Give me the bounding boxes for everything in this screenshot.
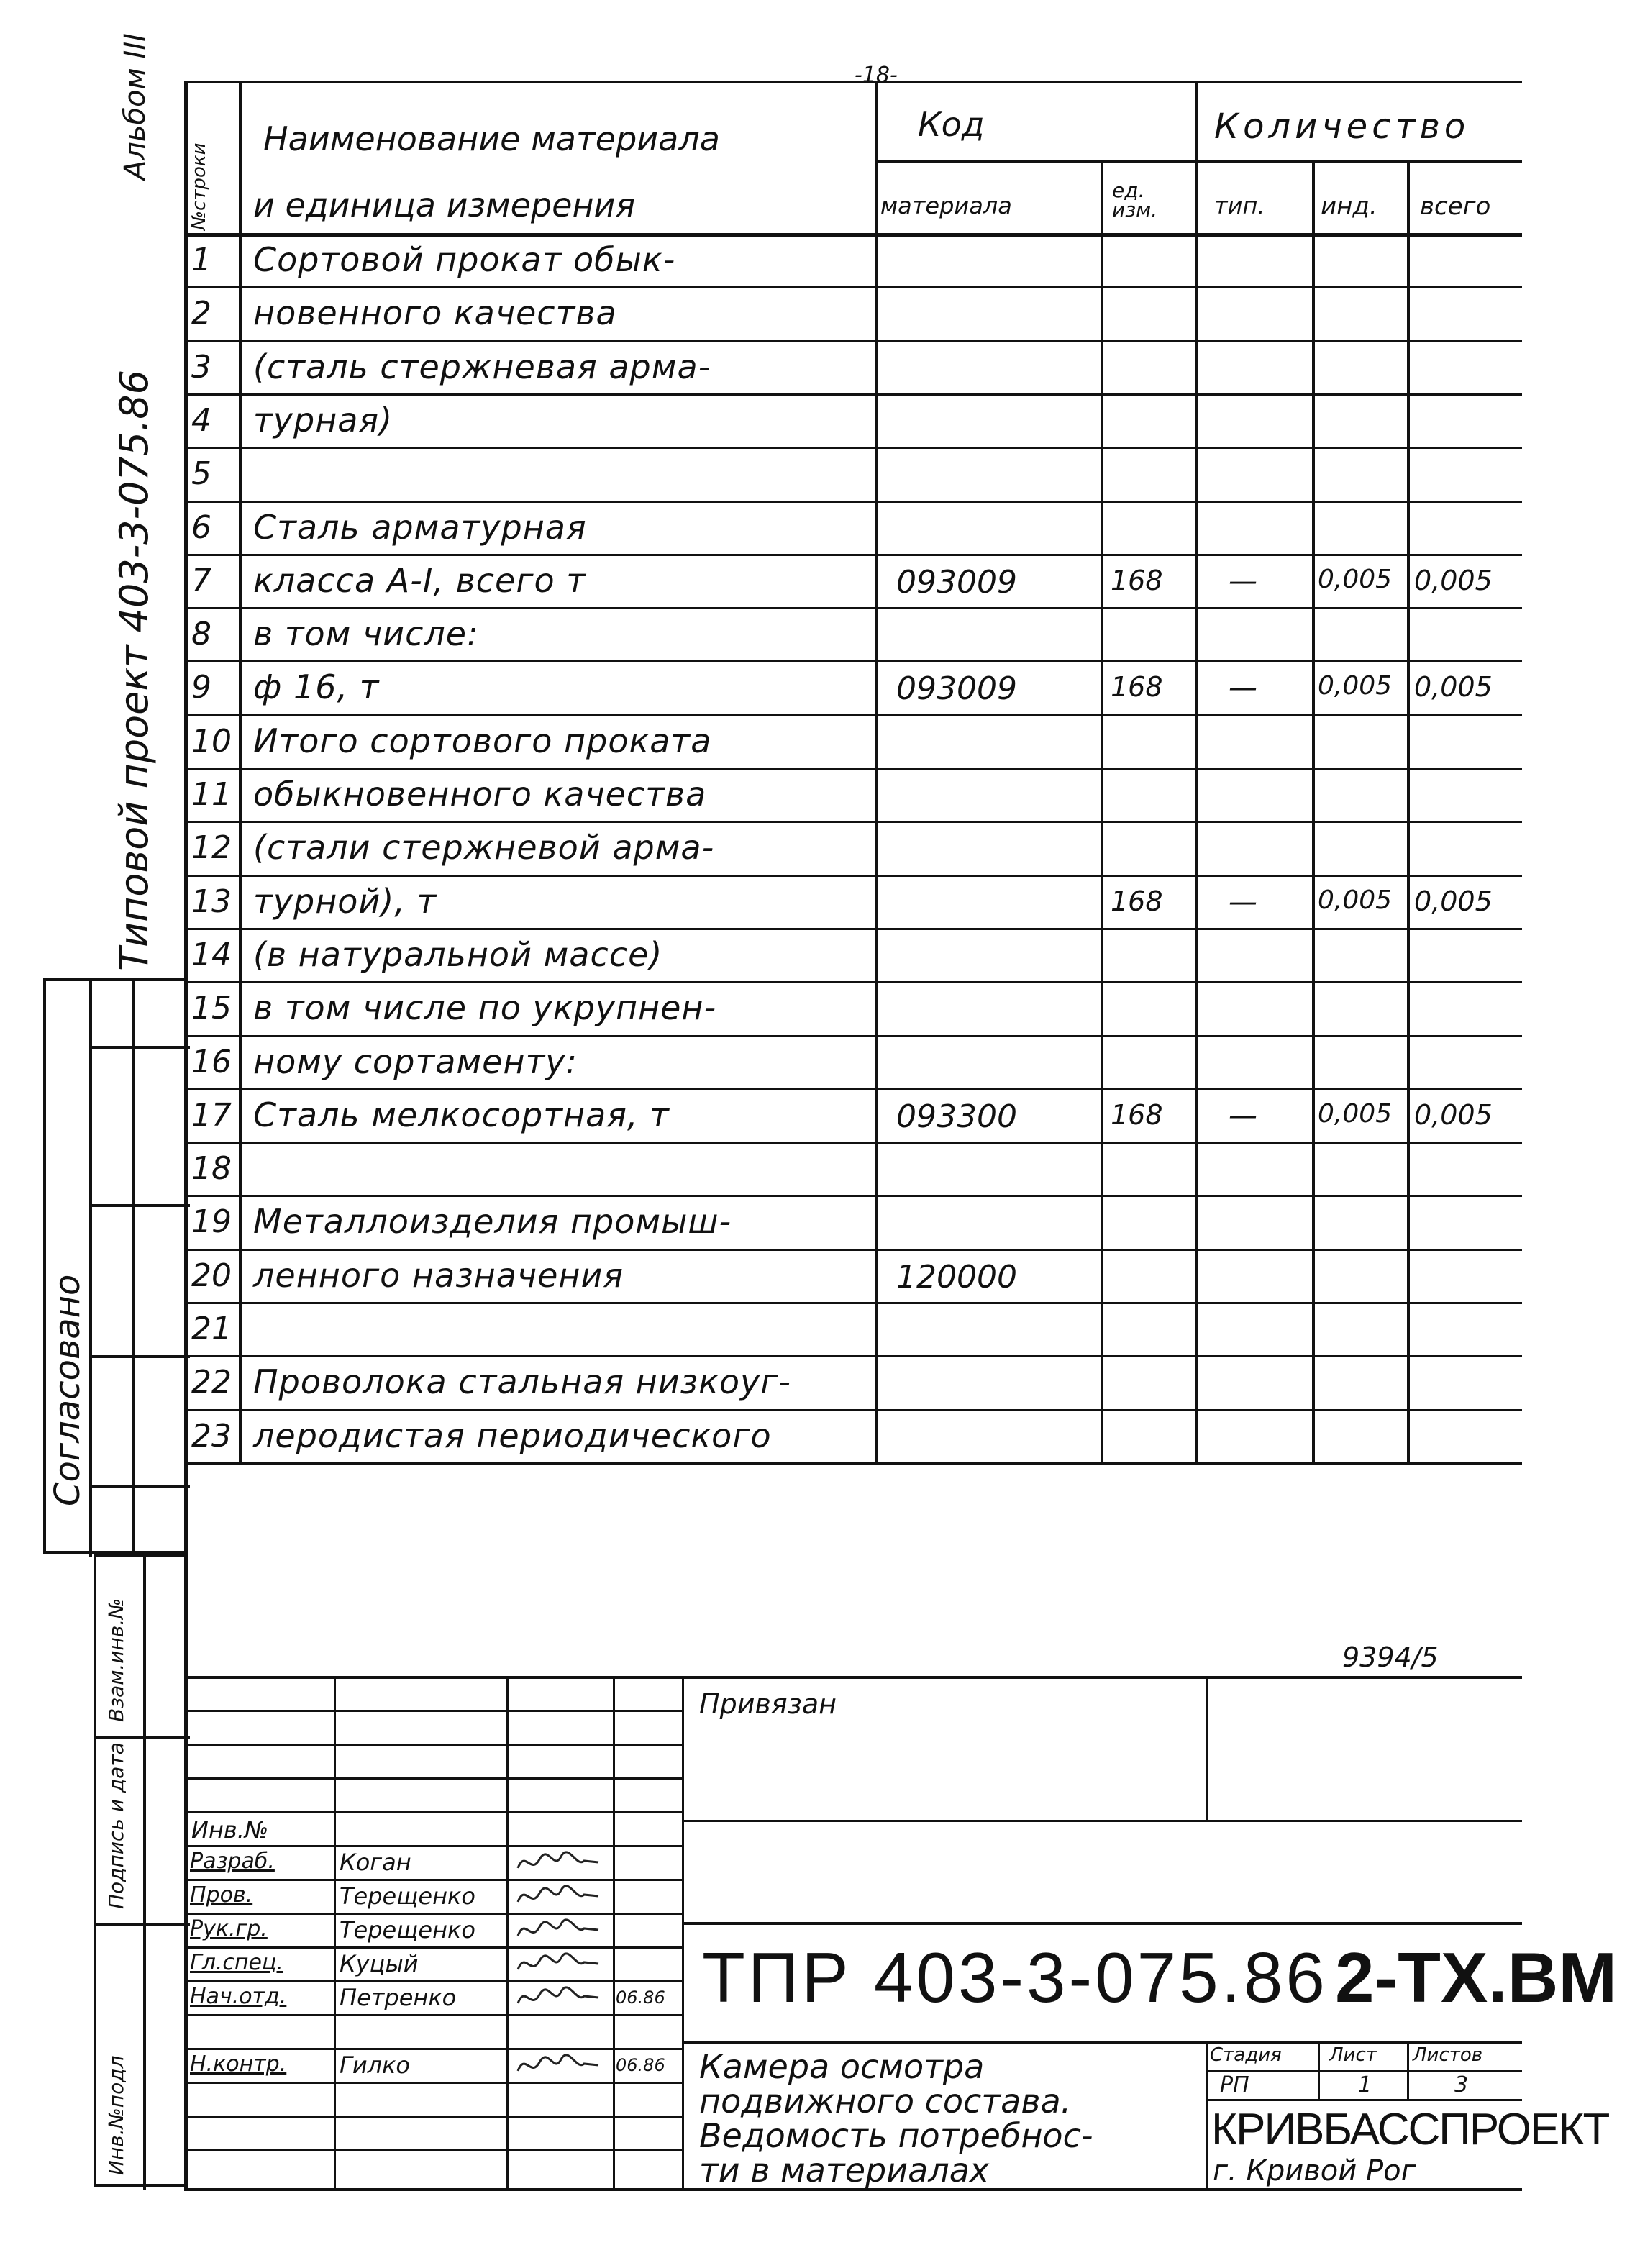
material-name: новенного качества xyxy=(253,293,617,333)
table-row xyxy=(184,393,1522,447)
cell-typ: — xyxy=(1229,1098,1257,1132)
sheets-value: 3 xyxy=(1454,2072,1469,2098)
cell-code: 120000 xyxy=(896,1258,1017,1295)
rule-line xyxy=(682,2041,1522,2044)
doc-code: ТПР 403-3-075.86 xyxy=(702,1938,1328,2017)
role-name: Коган xyxy=(340,1849,411,1876)
table-row xyxy=(184,554,1522,607)
title-description-line: подвижного состава. xyxy=(699,2082,1072,2121)
row-number: 2 xyxy=(191,295,211,332)
row-number: 19 xyxy=(191,1203,232,1241)
cell-ind: 0,005 xyxy=(1318,885,1393,915)
table-row xyxy=(184,875,1522,928)
cell-code: 093009 xyxy=(896,670,1017,708)
rule-line xyxy=(184,1710,682,1712)
row-number: 6 xyxy=(191,509,211,546)
material-name: Металлоизделия промыш- xyxy=(253,1202,732,1242)
stage-value: РП xyxy=(1220,2072,1249,2098)
role-name: Куцый xyxy=(340,1950,419,1977)
rule-line xyxy=(184,2149,682,2151)
cell-unit: 168 xyxy=(1111,1098,1163,1131)
rule-line xyxy=(184,1744,682,1746)
vzam-inv-label: Взам.инв.№ xyxy=(104,1598,128,1722)
material-name: турная) xyxy=(253,400,393,440)
rule-line xyxy=(682,1922,1522,1925)
row-number: 23 xyxy=(191,1417,232,1454)
signature-mark xyxy=(515,1846,601,1885)
row-number: 13 xyxy=(191,883,232,920)
rule-line xyxy=(184,1980,682,1982)
privyazan-label: Привязан xyxy=(699,1688,837,1720)
table-row xyxy=(184,981,1522,1034)
header-code: Код xyxy=(918,105,985,144)
role-name: Терещенко xyxy=(340,1916,475,1944)
role-name: Петренко xyxy=(340,1984,457,2011)
rule-line xyxy=(1206,2099,1522,2101)
table-row xyxy=(184,1088,1522,1142)
rule-line xyxy=(184,1879,682,1881)
material-name: (сталь стержневая арма- xyxy=(253,347,711,386)
rule-line xyxy=(184,1811,682,1813)
inv-no-label: Инв.№ xyxy=(191,1816,269,1844)
table-row xyxy=(184,1195,1522,1248)
rule-line xyxy=(184,1777,682,1780)
album-label: Альбом III xyxy=(119,33,152,180)
header-q-total: всего xyxy=(1420,192,1491,221)
table-row xyxy=(184,286,1522,340)
inv-podl-label: Инв.№подл xyxy=(104,2055,128,2175)
table-row xyxy=(184,1142,1522,1195)
table-row xyxy=(184,1035,1522,1088)
row-number: 18 xyxy=(191,1150,232,1188)
table-row xyxy=(184,660,1522,714)
rule-line xyxy=(875,160,1522,163)
header-q-typ: тип. xyxy=(1214,192,1265,219)
role-label: Разраб. xyxy=(190,1849,275,1874)
city-name: г. Кривой Рог xyxy=(1213,2154,1416,2187)
material-name: (стали стержневой арма- xyxy=(253,828,715,867)
cell-unit: 168 xyxy=(1111,885,1163,917)
header-name-line2: и единица измерения xyxy=(253,186,636,224)
rule-line xyxy=(506,1676,509,2188)
agreed-label: Согласовано xyxy=(47,1274,88,1506)
rule-line xyxy=(184,1845,682,1847)
cell-total: 0,005 xyxy=(1414,671,1493,703)
header-quantity: Количество xyxy=(1214,106,1470,147)
material-name: в том числе по укрупнен- xyxy=(253,988,717,1028)
row-number: 17 xyxy=(191,1096,232,1134)
material-name: ф 16, т xyxy=(253,668,380,707)
material-name: ленного назначения xyxy=(253,1255,624,1295)
rule-line xyxy=(1206,1676,1208,1820)
role-label: Н.контр. xyxy=(190,2051,287,2077)
stamp-number: 9394/5 xyxy=(1342,1641,1439,1673)
material-name: Сталь мелкосортная, т xyxy=(253,1095,670,1134)
row-number: 22 xyxy=(191,1364,232,1401)
table-row xyxy=(184,1249,1522,1302)
rule-line xyxy=(334,1676,336,2188)
title-description-line: Камера осмотра xyxy=(699,2047,985,2086)
cell-total: 0,005 xyxy=(1414,564,1493,596)
rule-line xyxy=(682,1676,684,2188)
stage-header: Стадия xyxy=(1210,2044,1282,2066)
rule-line xyxy=(184,2116,682,2118)
table-row xyxy=(184,607,1522,660)
row-number: 9 xyxy=(191,669,211,706)
row-number: 15 xyxy=(191,990,232,1027)
sheet-value: 1 xyxy=(1358,2072,1372,2098)
project-vertical-label: Типовой проект 403-3-075.86 xyxy=(111,370,157,971)
row-number: 14 xyxy=(191,936,232,973)
rule-line xyxy=(184,81,1522,83)
title-description-line: ти в материалах xyxy=(699,2151,990,2190)
role-label: Нач.отд. xyxy=(190,1984,287,2009)
cell-unit: 168 xyxy=(1111,671,1163,703)
material-name: (в натуральной массе) xyxy=(253,934,663,974)
rule-line xyxy=(184,1913,682,1915)
agreed-box xyxy=(43,978,187,1554)
rule-line xyxy=(184,2082,682,2084)
table-row xyxy=(184,928,1522,981)
rule-line xyxy=(184,2014,682,2016)
title-description-line: Ведомость потребнос- xyxy=(699,2116,1093,2155)
role-name: Терещенко xyxy=(340,1882,475,1910)
cell-code: 093009 xyxy=(896,563,1017,601)
row-number: 21 xyxy=(191,1311,232,1347)
page-number: -18- xyxy=(855,63,898,88)
header-code-unit: ед. изм. xyxy=(1112,178,1158,222)
cell-code: 093300 xyxy=(896,1098,1017,1135)
row-number: 3 xyxy=(191,348,211,386)
table-row xyxy=(184,1355,1522,1408)
role-label: Рук.гр. xyxy=(190,1916,268,1941)
role-date: 06.86 xyxy=(616,1987,665,2008)
role-label: Пров. xyxy=(190,1882,253,1908)
header-name-line1: Наименование материала xyxy=(263,119,720,158)
signature-mark xyxy=(515,1880,601,1918)
cell-total: 0,005 xyxy=(1414,885,1493,917)
material-name: Проволока стальная низкоуг- xyxy=(253,1362,792,1402)
material-name: Итого сортового проката xyxy=(253,721,712,760)
material-name: турной), т xyxy=(253,881,437,921)
cell-typ: — xyxy=(1229,564,1257,598)
material-name: Сортовой прокат обык- xyxy=(253,240,676,279)
header-q-ind: инд. xyxy=(1321,192,1377,221)
header-code-material: материала xyxy=(880,192,1012,219)
material-name: обыкновенного качества xyxy=(253,775,707,814)
row-number: 7 xyxy=(191,562,211,599)
signature-mark xyxy=(515,1914,601,1952)
table-row xyxy=(184,1302,1522,1355)
role-date: 06.86 xyxy=(616,2055,665,2075)
rule-line xyxy=(184,2048,682,2050)
row-number: 10 xyxy=(191,722,232,760)
row-number: 4 xyxy=(191,401,211,439)
material-name: Сталь арматурная xyxy=(253,507,587,547)
table-row xyxy=(184,233,1522,286)
sheet-header: Лист xyxy=(1329,2044,1377,2066)
signature-mark xyxy=(515,1982,601,2020)
sheets-header: Листов xyxy=(1413,2044,1483,2066)
material-name: класса А-I, всего т xyxy=(253,560,587,600)
rule-line xyxy=(613,1676,615,2188)
drawing-frame xyxy=(184,81,1617,2190)
table-row xyxy=(184,340,1522,393)
cell-unit: 168 xyxy=(1111,564,1163,596)
table-row xyxy=(184,768,1522,821)
rule-line xyxy=(184,1946,682,1949)
rule-line xyxy=(184,1462,1522,1465)
material-name: леродистая периодического xyxy=(253,1416,772,1455)
side-labels-box xyxy=(94,1554,187,2187)
row-number: 12 xyxy=(191,829,232,867)
cell-ind: 0,005 xyxy=(1318,564,1393,594)
signature-mark xyxy=(515,1948,601,1986)
org-name: КРИВБАССПРОЕКТ xyxy=(1211,2105,1609,2154)
signature-mark xyxy=(515,2049,601,2087)
sheet-code: 2-ТХ.ВМ xyxy=(1335,1938,1617,2017)
rule-line xyxy=(1206,2041,1208,2188)
sign-date-label: Подпись и дата xyxy=(104,1742,128,1909)
row-number: 20 xyxy=(191,1257,232,1294)
table-row xyxy=(184,1409,1522,1462)
row-number: 11 xyxy=(191,776,232,813)
material-name: в том числе: xyxy=(253,614,479,654)
rule-line xyxy=(184,1676,1522,1679)
cell-typ: — xyxy=(1229,885,1257,919)
header-row-no: №строки xyxy=(188,142,210,230)
table-row xyxy=(184,501,1522,554)
cell-total: 0,005 xyxy=(1414,1098,1493,1131)
table-row xyxy=(184,714,1522,768)
table-row xyxy=(184,821,1522,874)
row-number: 8 xyxy=(191,616,211,653)
cell-ind: 0,005 xyxy=(1318,671,1393,701)
cell-typ: — xyxy=(1229,671,1257,705)
cell-ind: 0,005 xyxy=(1318,1098,1393,1129)
row-number: 1 xyxy=(191,242,211,278)
material-name: ному сортаменту: xyxy=(253,1042,578,1081)
rule-line xyxy=(682,1820,1522,1822)
row-number: 16 xyxy=(191,1043,232,1080)
row-number: 5 xyxy=(191,455,211,493)
table-row xyxy=(184,447,1522,500)
role-name: Гилко xyxy=(340,2051,410,2079)
role-label: Гл.спец. xyxy=(190,1950,283,1975)
